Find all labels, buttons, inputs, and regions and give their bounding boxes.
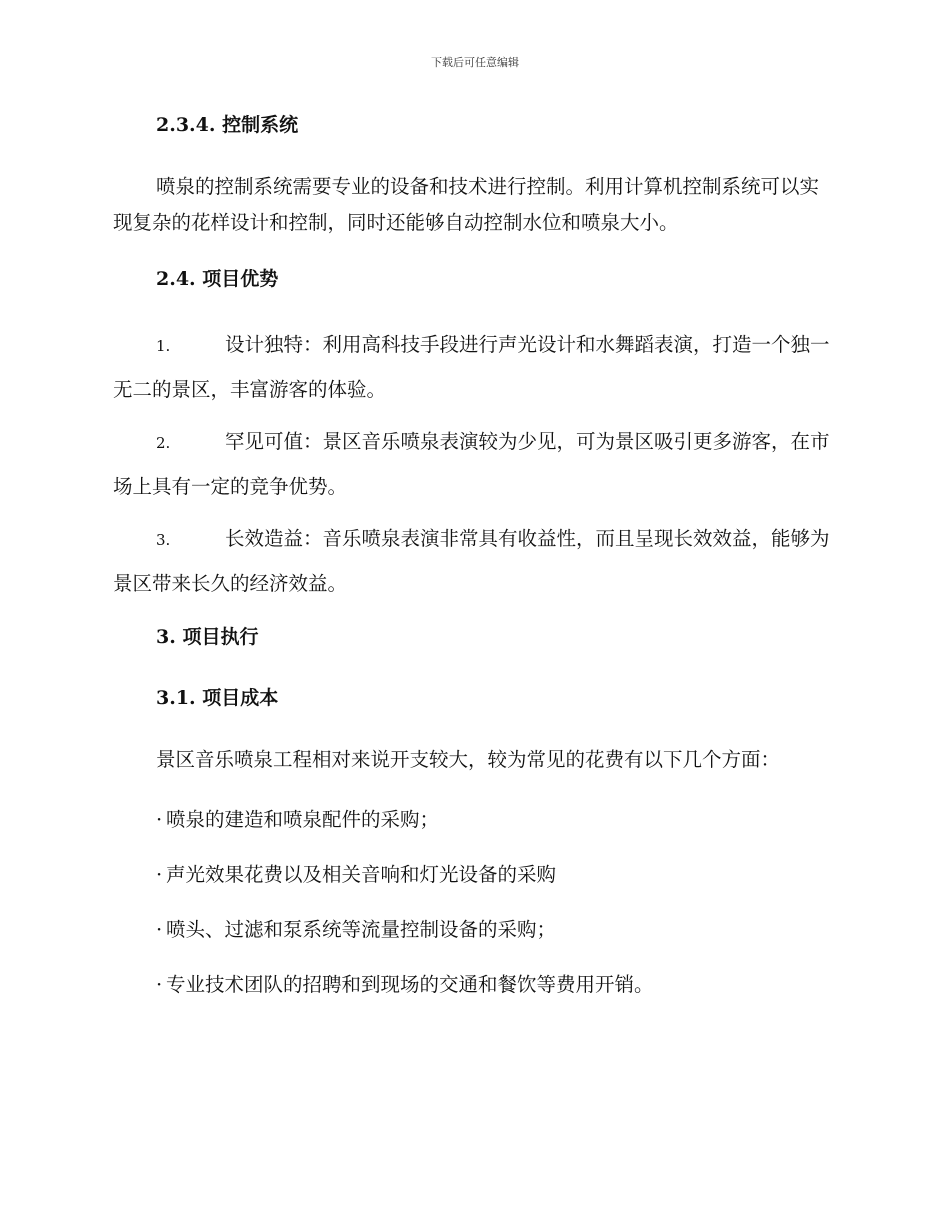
bullet-text: 声光效果花费以及相关音响和灯光设备的采购 bbox=[166, 863, 557, 886]
list-item bbox=[113, 323, 833, 412]
document-body bbox=[113, 108, 833, 1023]
heading-3: 3. 项目执行 bbox=[156, 626, 259, 648]
heading-2-4: 2.4. 项目优势 bbox=[156, 268, 279, 290]
bullet-item bbox=[113, 858, 833, 892]
bullet-symbol: · bbox=[156, 918, 163, 941]
paragraph-control-system: 喷泉的控制系统需要专业的设备和技术进行控制。利用计算机控制系统可以实现复杂的花样设计和控制，同时还能够自动控制水位和喷泉大小。 bbox=[113, 175, 820, 234]
bullet-symbol: · bbox=[156, 973, 163, 996]
bullet-symbol: · bbox=[156, 863, 163, 886]
paragraph-project-cost: 景区音乐喷泉工程相对来说开支较大，较为常见的花费有以下几个方面： bbox=[156, 748, 781, 771]
bullet-item bbox=[113, 968, 833, 1002]
bullet-symbol: · bbox=[156, 808, 163, 831]
list-number: 3. bbox=[156, 531, 171, 549]
bullet-item bbox=[113, 913, 833, 947]
heading-3-1: 3.1. 项目成本 bbox=[156, 687, 279, 709]
list-item bbox=[113, 420, 833, 509]
page-header: 下载后可任意编辑 bbox=[431, 56, 519, 69]
list-item-text: 罕见可值：景区音乐喷泉表演较为少见，可为景区吸引更多游客，在市场上具有一定的竞争优势。 bbox=[113, 430, 830, 498]
list-number: 2. bbox=[156, 434, 171, 452]
list-item bbox=[113, 517, 833, 606]
list-number: 1. bbox=[156, 337, 171, 355]
bullet-text: 喷泉的建造和喷泉配件的采购； bbox=[166, 808, 440, 831]
bullet-item bbox=[113, 803, 833, 837]
heading-2-3-4: 2.3.4. 控制系统 bbox=[156, 114, 299, 136]
bullet-text: 专业技术团队的招聘和到现场的交通和餐饮等费用开销。 bbox=[166, 973, 654, 996]
list-item-text: 长效造益：音乐喷泉表演非常具有收益性，而且呈现长效效益，能够为景区带来长久的经济效益。 bbox=[113, 527, 830, 595]
list-item-text: 设计独特：利用高科技手段进行声光设计和水舞蹈表演，打造一个独一无二的景区，丰富游客的体验。 bbox=[113, 333, 830, 401]
bullet-text: 喷头、过滤和泵系统等流量控制设备的采购； bbox=[166, 918, 557, 941]
